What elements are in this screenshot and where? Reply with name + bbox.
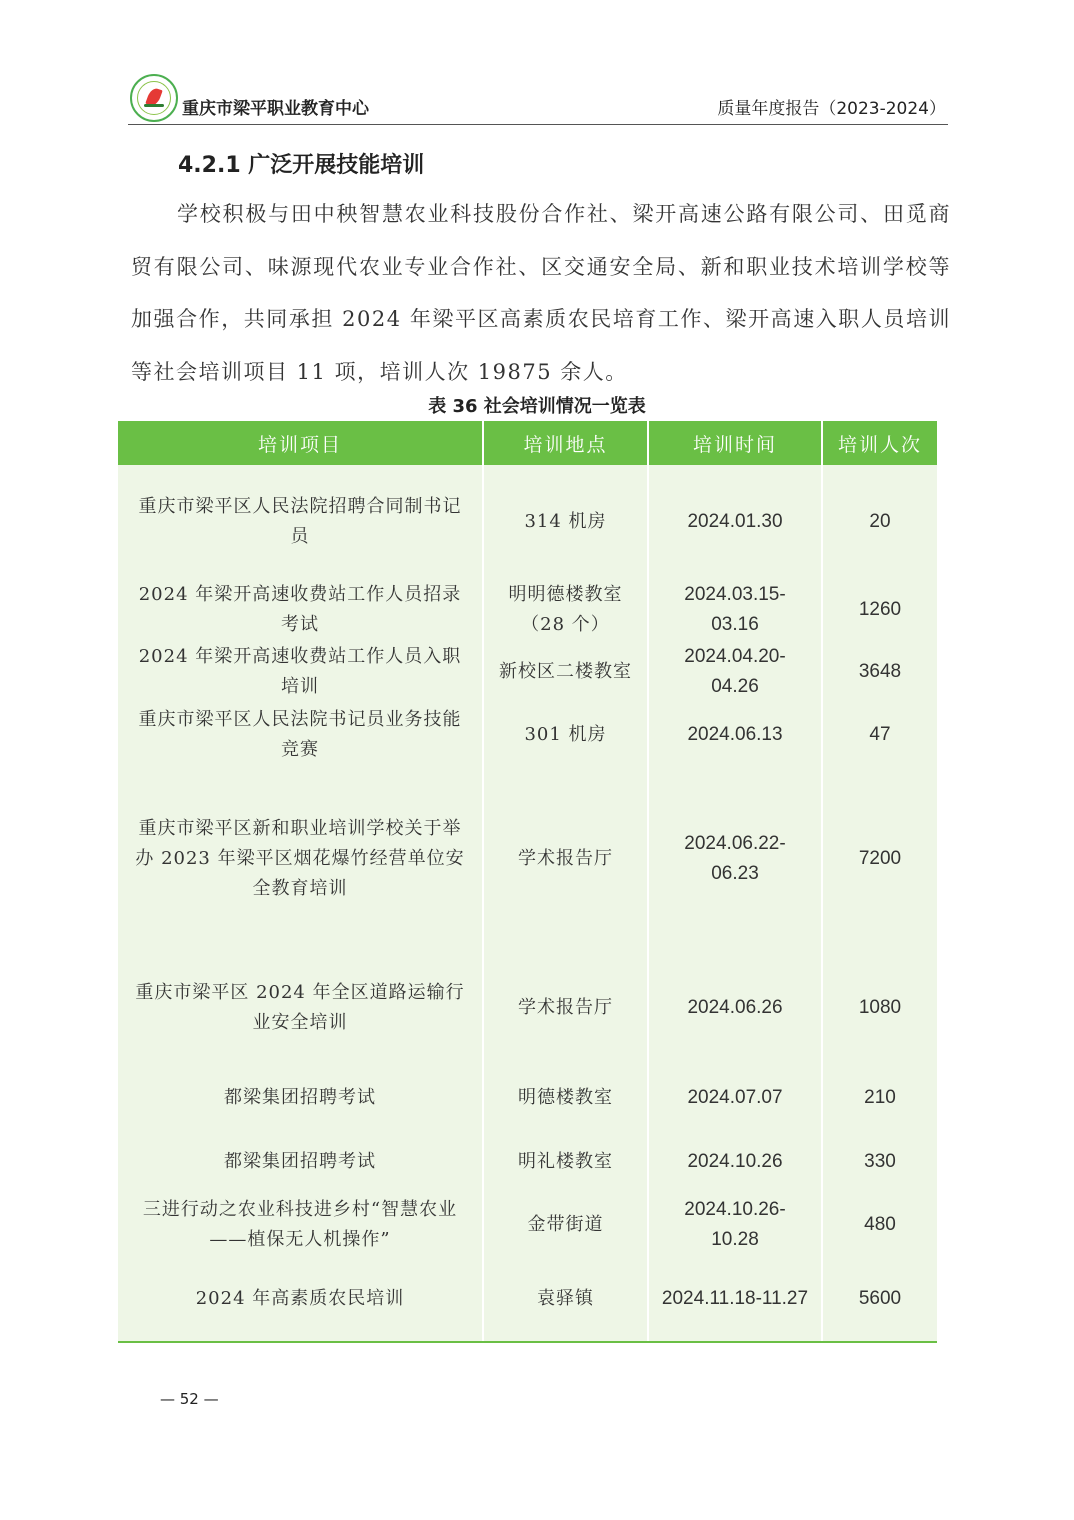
report-title: 质量年度报告（2023-2024） [717, 99, 946, 119]
header-location: 培训地点 [483, 421, 648, 465]
table-row [118, 1256, 937, 1342]
cell-location: 明明德楼教室（28 个） [483, 578, 648, 641]
cell-time: 2024.01.30 [648, 465, 822, 578]
cell-project: 重庆市梁平区人民法院招聘合同制书记员 [118, 465, 483, 578]
cell-time: 2024.11.18-11.27 [648, 1256, 822, 1342]
training-table [118, 421, 937, 1342]
cell-time: 2024.06.13 [648, 703, 822, 767]
cell-location: 学术报告厅 [483, 767, 648, 950]
table-row [118, 703, 937, 767]
cell-time: 2024.07.07 [648, 1065, 822, 1130]
page-number: — 52 — [160, 1390, 219, 1408]
cell-time: 2024.04.20-04.26 [648, 641, 822, 703]
cell-location: 301 机房 [483, 703, 648, 767]
school-logo-icon [130, 74, 178, 122]
cell-project: 都梁集团招聘考试 [118, 1065, 483, 1130]
cell-project: 重庆市梁平区 2024 年全区道路运输行业安全培训 [118, 950, 483, 1065]
cell-time: 2024.06.22-06.23 [648, 767, 822, 950]
cell-location: 金带街道 [483, 1193, 648, 1256]
cell-count: 1260 [822, 578, 937, 641]
cell-location: 明礼楼教室 [483, 1130, 648, 1193]
cell-project: 都梁集团招聘考试 [118, 1130, 483, 1193]
section-heading: 4.2.1 广泛开展技能培训 [178, 153, 425, 178]
cell-count: 480 [822, 1193, 937, 1256]
table-bottom-rule [118, 1341, 937, 1343]
cell-location: 新校区二楼教室 [483, 641, 648, 703]
table-row [118, 641, 937, 703]
cell-count: 7200 [822, 767, 937, 950]
cell-project: 2024 年梁开高速收费站工作人员招录考试 [118, 578, 483, 641]
cell-count: 330 [822, 1130, 937, 1193]
cell-location: 袁驿镇 [483, 1256, 648, 1342]
header-count: 培训人次 [822, 421, 937, 465]
cell-location: 314 机房 [483, 465, 648, 578]
cell-time: 2024.03.15-03.16 [648, 578, 822, 641]
body-paragraph: 学校积极与田中秧智慧农业科技股份合作社、梁开高速公路有限公司、田觅商贸有限公司、味源现代农业专业合作社、区交通安全局、新和职业技术培训学校等加强合作，共同承担 2024 年梁平区高素质农民培育工作、梁开高速入职人员培训等社会培训项目 11 项，培训人次 19875 余人。 [131, 202, 951, 384]
header-project: 培训项目 [118, 421, 483, 465]
cell-project: 2024 年高素质农民培训 [118, 1256, 483, 1342]
table-header-row [118, 421, 937, 465]
cell-count: 3648 [822, 641, 937, 703]
cell-project: 三进行动之农业科技进乡村“智慧农业——植保无人机操作” [118, 1193, 483, 1256]
table-row [118, 767, 937, 950]
cell-time: 2024.10.26 [648, 1130, 822, 1193]
cell-project: 重庆市梁平区新和职业培训学校关于举办 2023 年梁平区烟花爆竹经营单位安全教育培训 [118, 767, 483, 950]
cell-location: 明德楼教室 [483, 1065, 648, 1130]
table-row [118, 1065, 937, 1130]
page-header [128, 72, 948, 125]
cell-count: 210 [822, 1065, 937, 1130]
cell-time: 2024.06.26 [648, 950, 822, 1065]
cell-project: 2024 年梁开高速收费站工作人员入职培训 [118, 641, 483, 703]
cell-project: 重庆市梁平区人民法院书记员业务技能竞赛 [118, 703, 483, 767]
table-row [118, 1193, 937, 1256]
table-row [118, 1130, 937, 1193]
school-name: 重庆市梁平职业教育中心 [182, 99, 369, 119]
header-time: 培训时间 [648, 421, 822, 465]
table-row [118, 465, 937, 578]
cell-count: 5600 [822, 1256, 937, 1342]
cell-time: 2024.10.26-10.28 [648, 1193, 822, 1256]
cell-count: 20 [822, 465, 937, 578]
cell-count: 1080 [822, 950, 937, 1065]
cell-count: 47 [822, 703, 937, 767]
table-caption: 表 36 社会培训情况一览表 [428, 396, 646, 417]
cell-location: 学术报告厅 [483, 950, 648, 1065]
table-row [118, 578, 937, 641]
table-row [118, 950, 937, 1065]
